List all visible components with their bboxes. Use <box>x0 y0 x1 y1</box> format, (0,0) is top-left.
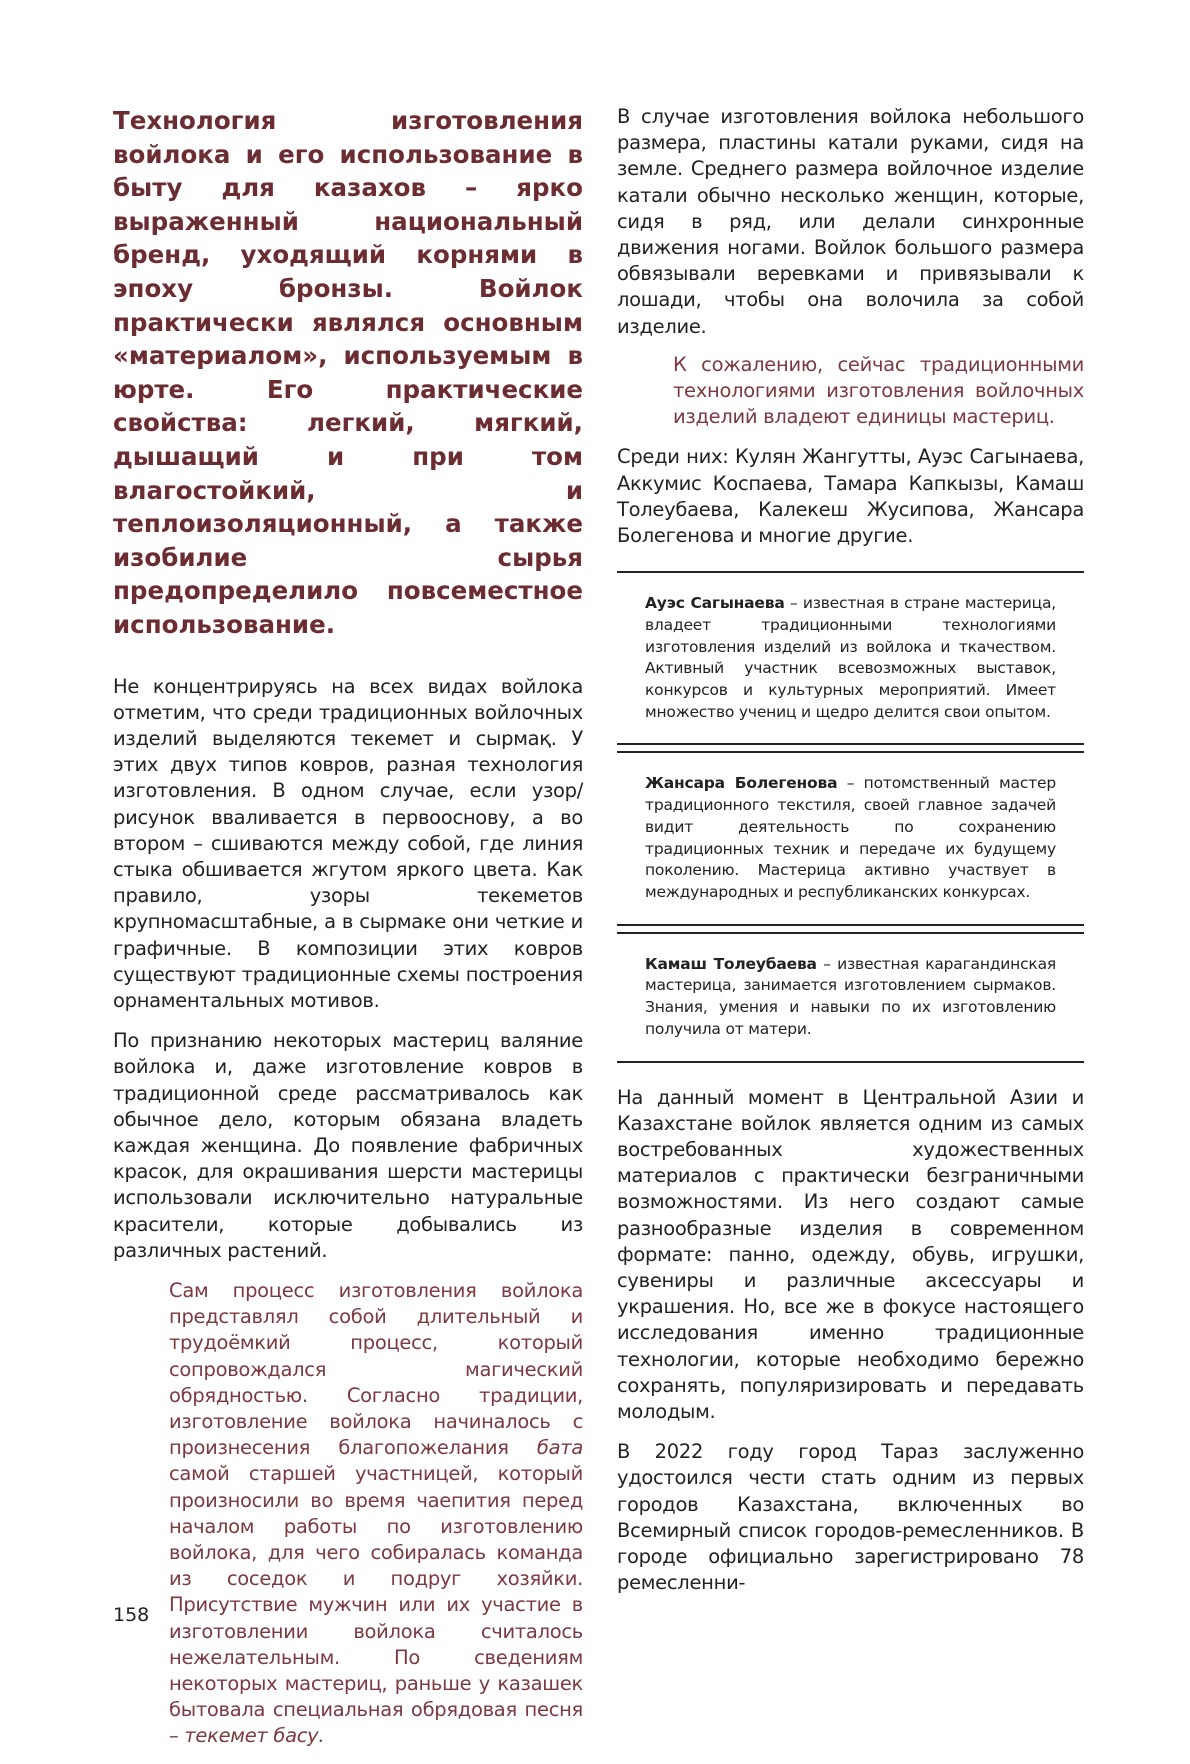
body-paragraph: В случае изготовления войлока небольшого размера, пластины катали руками, сидя на земле. Среднего размера войлочное изделие катали обычно несколько женщин, которые, сидя в ряд, или делали синхронные движения ногами. Войлок большого размера обвязывали веревками и привязывали к лошади, чтобы она волочила за собой изделие. <box>617 105 1084 338</box>
artisan-card-text <box>645 954 1056 1041</box>
quote-italic-term: бата <box>536 1436 583 1460</box>
body-paragraph: Среди них: Кулян Жангутты, Ауэс Сагынаева, Аккумис Коспаева, Тамара Капкызы, Камаш Толеубаева, Калекеш Жусипова, Жансара Болегенова и многие другие. <box>617 445 1084 548</box>
body-paragraph: Не концентрируясь на всех видах войлока отметим, что среди традиционных войлочных изделий выделяются текемет и сырмақ. У этих двух типов ковров, разная технология изготовления. В одном случае, если узор/рисунок вваливается в первооснову, а во втором – сшиваются между собой, где линия стыка обшивается жгутом яркого цвета. Как правило, узоры текеметов крупномасштабные, а в сырмаке они четкие и графичные. В композиции этих ковров существуют традиционные схемы построения орнаментальных мотивов. <box>113 674 583 1012</box>
quote-text: самой старшей участницей, который произносили во время чаепития перед началом работы по изготовлению войлока, для чего собиралась команда из соседок и подруг хозяйки. Присутствие мужчин или их участие в изготовлении войлока считалось нежелательным. По сведениям некоторых мастериц, раньше у казашек бытовала специальная обрядовая песня – <box>169 1462 583 1748</box>
artisan-card <box>617 571 1084 743</box>
pull-quote <box>169 1278 583 1750</box>
body-paragraph: На данный момент в Центральной Азии и Казахстане войлок является одним из самых востребованных художественных материалов с практически безграничными возможностями. Из него создают самые разнообразные изделия в современном формате: панно, одежду, обувь, игрушки, сувениры и различные аксессуары и украшения. Но, все же в фокусе настоящего исследования именно традиционные технологии, которые необходимо бережно сохранять, популяризировать и передавать молодым. <box>617 1085 1084 1423</box>
artisan-name: Камаш Толеубаева <box>645 954 817 973</box>
right-column <box>617 104 1084 1610</box>
page-number: 158 <box>113 1604 150 1626</box>
lead-heading: Технология изготовления войлока и его использование в быту для казахов – ярко выраженный национальный бренд, уходящий корнями в эпоху бронзы. Войлок практически являлся основным «материалом», используемым в юрте. Его практические свойства: легкий, мягкий, дышащий и при том влагостойкий, и теплоизоляционный, а также изобилие сырья предопределило повсеместное использование. <box>113 106 583 639</box>
artisan-card-text <box>645 593 1056 723</box>
quote-italic-term: текемет басу. <box>184 1724 325 1748</box>
artisan-name: Жансара Болегенова <box>645 774 838 793</box>
body-paragraph: В 2022 году город Тараз заслуженно удостоился чести стать одним из первых городов Казахстана, включенных во Всемирный список городов-ремесленников. В городе официально зарегистрировано 78 ремесленни- <box>617 1440 1084 1595</box>
card-divider <box>617 743 1084 751</box>
artisan-card <box>617 932 1084 1063</box>
card-divider <box>617 924 1084 932</box>
pull-quote: К сожалению, сейчас традиционными технологиями изготовления войлочных изделий владеют единицы мастериц. <box>673 352 1084 429</box>
artisan-card-text <box>645 773 1056 903</box>
artisan-description: – потомственный мастер традиционного текстиля, своей главное задачей видит деятельность по сохранению традиционных техник и передаче их будущему поколению. Мастерица активно участвует в международных и республиканских конкурсах. <box>645 774 1056 901</box>
artisan-name: Ауэс Сагынаева <box>645 594 785 613</box>
artisan-description: – известная карагандинская мастерица, занимается изготовлением сырмаков. Знания, умения и навыки по их изготовлению получила от матери. <box>645 954 1057 1038</box>
artisan-description: – известная в стране мастерица, владеет традиционными технологиями изготовления изделий из войлока и ткачеством. Активный участник всевозможных выставок, конкурсов и культурных мероприятий. Имеет множество учениц и щедро делится свои опытом. <box>645 594 1056 721</box>
left-column <box>113 104 583 1764</box>
artisan-card <box>617 751 1084 923</box>
quote-text: Сам процесс изготовления войлока представлял собой длительный и трудоёмкий процесс, который сопровождался магический обрядностью. Согласно традиции, изготовление войлока начиналось с произнесения благопожелания <box>169 1278 583 1460</box>
body-paragraph: По признанию некоторых мастериц валяние войлока и, даже изготовление ковров в традиционной среде рассматривалось как обычное дело, которым обязана владеть каждая женщина. До появление фабричных красок, для окрашивания шерсти мастерицы использовали исключительно натуральные красители, которые добывались из различных растений. <box>113 1029 583 1262</box>
